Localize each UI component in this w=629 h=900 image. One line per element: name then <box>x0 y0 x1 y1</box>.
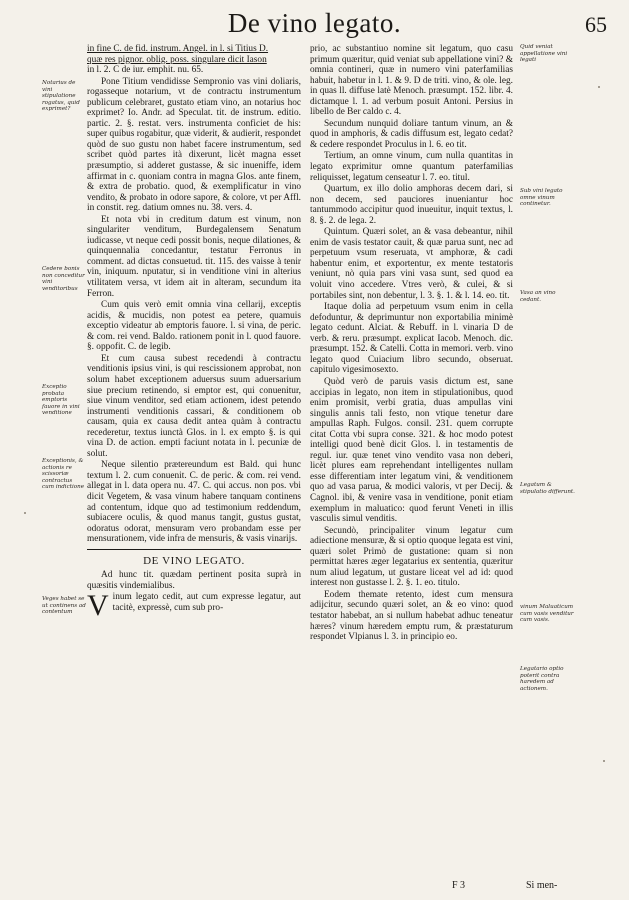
paper-speck <box>24 512 26 514</box>
paper-speck <box>598 86 600 88</box>
page-number: 65 <box>585 12 607 37</box>
paragraph-quod-vero: Quòd verò de paruis vasis dictum est, sane accipias in legato, non item in stipulationibus, quod enim promisit, verbi gratia, duas ampullas vini singulis annis tali festo, non vtique tenetur dare ampullas Raph. Fulgos. consil. 231. quem corrupte citat Cotta vbi supra conse. 321. & hoc modo potest intelligi quod benè dicit Glos. l. in testamentis de regul. iur. quæ tenet vino vendito vasa non deberi, licèt plures eam reprehendant intelligentes nullam esse differentiam inter legatum vini, & venditionem quo ad vasa parua, & modici valoris, vt per Decij. & Cagnol. ibi, & venire vasa in venditione, ponit etiam exemplum in maluatico: quod ferunt Veneti in illis vasculis simul venditis. <box>310 376 513 525</box>
section-intro: Ad hunc tit. quædam pertinent posita suprà in quæsitis vindemialibus. <box>87 570 301 591</box>
paragraph-secundo: Secundò, principaliter vinum legatur cum adiectione mensuræ, & si optio quoque legata est vini, quæri solet Primò de gustatione: quam si non permittat hæres æger legatarius ex sententia, quæritur num aliud legatum, ut gustare liceat vel ad id: quod interest non gustasse l. 2. §. 1. eo. titulo. <box>310 525 513 589</box>
paragraph-eodem: Eodem themate retento, idest cum mensura adijcitur, secundo quæri solet, an & eo vino: quod testator habebat, an si nullum habebat adhuc teneatur hæres? vinum hæredem emptu rum, & præstaturum respondet Vlpianus l. 3. in principio eo. <box>310 589 513 643</box>
paragraph-cum-quis: Cum quis verò emit omnia vina cellarij, exceptis acidis, & mucidis, non potest ea petere, quamuis exceptio videatur ab emptoris fauore. l. si vina, de peric. & com. rei vend. Baldo. rationem ponit in l. quod fauore. §. oppofit. C. de legib. <box>87 300 301 353</box>
left-column <box>87 44 301 623</box>
paragraph-itaque: Itaque dolia ad perpetuum vsum enim in cella defoduntur, & deprimuntur non exportabilia minimè legato cedunt. Alciat. & Rebuff. in l. vinaria D de verb. & reru. præsumpt. explicat Iacob. Menoch. dic. præsumpt. 152. & Catelli. Cotta in memori. verb. vino legato quod Cuiacium libro secundo, obseruat. capitulo vigesimosexto. <box>310 302 513 376</box>
margin-note-right-6: Legatario optio poterit contra haredem ad actionem. <box>520 666 564 692</box>
citation-line: in l. 2. C de iur. emphit. nu. 65. <box>87 65 204 76</box>
paragraph-titium: Pone Titium vendidisse Sempronio vas vini doliaris, rogasseque notarium, vt de contractu instrumentum publicum celebraret, gustato etiam vino, an notarius hoc exprimet? Io. Andr. ad Speculat. tit. de instrum. editio. partic. 2. §. restat. vers. instrumenta conficiet de his: super quibus rogabitur, quæ viderit, & audierit, respondet quòd de suo gustu non habet facere instrumentum, sed scribet quòd partes ità dixerunt, licèt magna esset præsumptio, si adderet gustasse, & sic inueniffe, idem affirmat in c. quoniam contra in magna Glos. ante finem, & extra de probatio. quod, & exemplificatur in vino vendito, & probato in odore sapore, & colore, vt per Affl. in constit. reg. datium omnes nu. 38. vers. 4. <box>87 76 301 214</box>
paragraph-quintum: Quintum. Quæri solet, an & vasa debeantur, nihil enim de vasis testator cauit, & quæ parua sunt, nec ad perpetuum vsum reseruata, vt amphoræ, & cadi habentur enim, et exportentur, ex mente testatoris veniunt, nò quia pars vini vasa sunt, sed quod ea voluit vino accedere. Vtres verò, & culei, & si portabiles sint, non debentur, l. 3. §. 1. & l. 14. eo. tit. <box>310 227 513 301</box>
section-rule <box>87 549 301 550</box>
section-title: DE VINO LEGATO. <box>143 554 245 567</box>
margin-note-right-5: vinum Maluaticum cum vasis venditur cum vasis. <box>520 604 574 624</box>
margin-note-right-4: Legatum & stipulatio differunt. <box>520 482 575 495</box>
paragraph-et-cum-causa: Et cum causa subest recedendi à contractu venditionis ipsius vini, is qui rescissionem approbat, non solum habet exceptionem aduersus suum aduersarium siue precium retinendo, si emptor est, qui conuenitur, siue vinum venditor, sed etiam actionem, idest petendo instrumenti venditionis cassari, & conditionem ob causam, quia ex causa dedit antea quàm à contractu recederetur, textus iunctà Glos. in l. ex empto §. is qui vina D. de action. empti faciunt notata in l. pecuniæ de solut. <box>87 353 301 459</box>
paragraph-continued: prio, ac substantiuo nomine sit legatum, quo casu primum quæritur, quid veniat sub appellatione vini? & omnia contineri, quæ in numero vini paterfamilias habuit, habetur in l. 1. & 9. D de triti. vino, & ole. leg. in quas ll. diffuse latè Menoch. præsumpt. 152. libr. 4. dictamque l. 1. ad verbum posuit Antoni. Persius in libello de Ber caldo c. 4. <box>310 44 513 118</box>
margin-note-left-2: Cedere bonis non conceditur vini venditoribus <box>42 266 85 292</box>
margin-note-right-1: Quid veniat appellatione vini legati <box>520 44 568 64</box>
margin-note-right-3: Vasa an vino cedant. <box>520 290 556 303</box>
paragraph-et-nota: Et nota vbi in creditum datum est vinum, non singulariter venditum, Burdegalensem Senatum iudicasse, vt neque cedi possit bonis, neque dilationes, & quinquennalia concedantur, testatur Ferronus in comment. ad dictas consuetud. tit. 115. des vaisse à tenir vin, iniquum. nputatur, si in venditione vini in alterius vtilitatem versa, vt idem ait in alteram, secundum ita Ferron. <box>87 214 301 299</box>
citation-line: quæ res pignor. oblig. poss. singulare dicit Iason <box>87 54 267 65</box>
drop-cap: V <box>87 589 109 623</box>
signature-mark: F 3 <box>452 880 466 891</box>
margin-note-right-2: Sub vini legato omne vinum continetur. <box>520 188 563 208</box>
margin-note-left-4: Exceptionis, & actionis re scissoriæ contractus cum indictione <box>42 458 85 491</box>
paragraph-tertium: Tertium, an omne vinum, cum nulla quantitas in legato exprimitur omne quantum paterfamilias reliquisset, legatum censeatur l. 7. eo. titul. <box>310 151 513 183</box>
paragraph-vinum <box>87 589 301 623</box>
paragraph-quartum: Quartum, ex illo dolio amphoras decem dari, si non decem, sed pauciores inueniantur hoc tantummodo accipitur quod inueuitur, inquit textus, l. 8. §. 2. de lega. 2. <box>310 184 513 226</box>
catchword: Si men- <box>526 880 558 891</box>
margin-note-left-3: Exceptio probata emptoris fauore in vini venditione <box>42 384 80 417</box>
right-column <box>310 44 513 643</box>
paper-speck <box>603 760 605 762</box>
paragraph-secundum: Secundum nunquid doliare tantum vinum, an & quod in amphoris, & cadis diffusum est, legato cedat? & cedere respondet Proculus in l. 6. eo tit. <box>310 118 513 150</box>
paragraph-neque-silentio: Neque silentio prætereundum est Bald. qui hunc textum l. 2. cum conuenit. C. de peric. & com. rei vend. allegat in l. data opera nu. 47. C. qui accus. non pos. vbi dicit Vegetem, & vasa vinum habere tanquam continens ad contentum, idque quo ad testimonium reddendum, subiacere oculis, & quod manus tangit, gustus gustat, odoratus odorat, mensuram vero probandam esse per mensurationem, vide infra de mensuris, & vasis vinarijs. <box>87 460 301 545</box>
paragraph-vinum-text: inum legato cedit, aut cum expresse legatur, aut tacitè, expressè, cum sub pro- <box>112 592 301 613</box>
running-title: De vino legato. <box>227 8 402 38</box>
margin-note-left-5: Veges habet se ut continens ad contentum <box>42 596 86 616</box>
margin-note-left-1: Notarius de vini stipulatione rogatus, quid exprimet? <box>42 80 80 113</box>
citation-line: in fine C. de fid. instrum. Angel. in l. si Titius D. <box>87 44 269 54</box>
